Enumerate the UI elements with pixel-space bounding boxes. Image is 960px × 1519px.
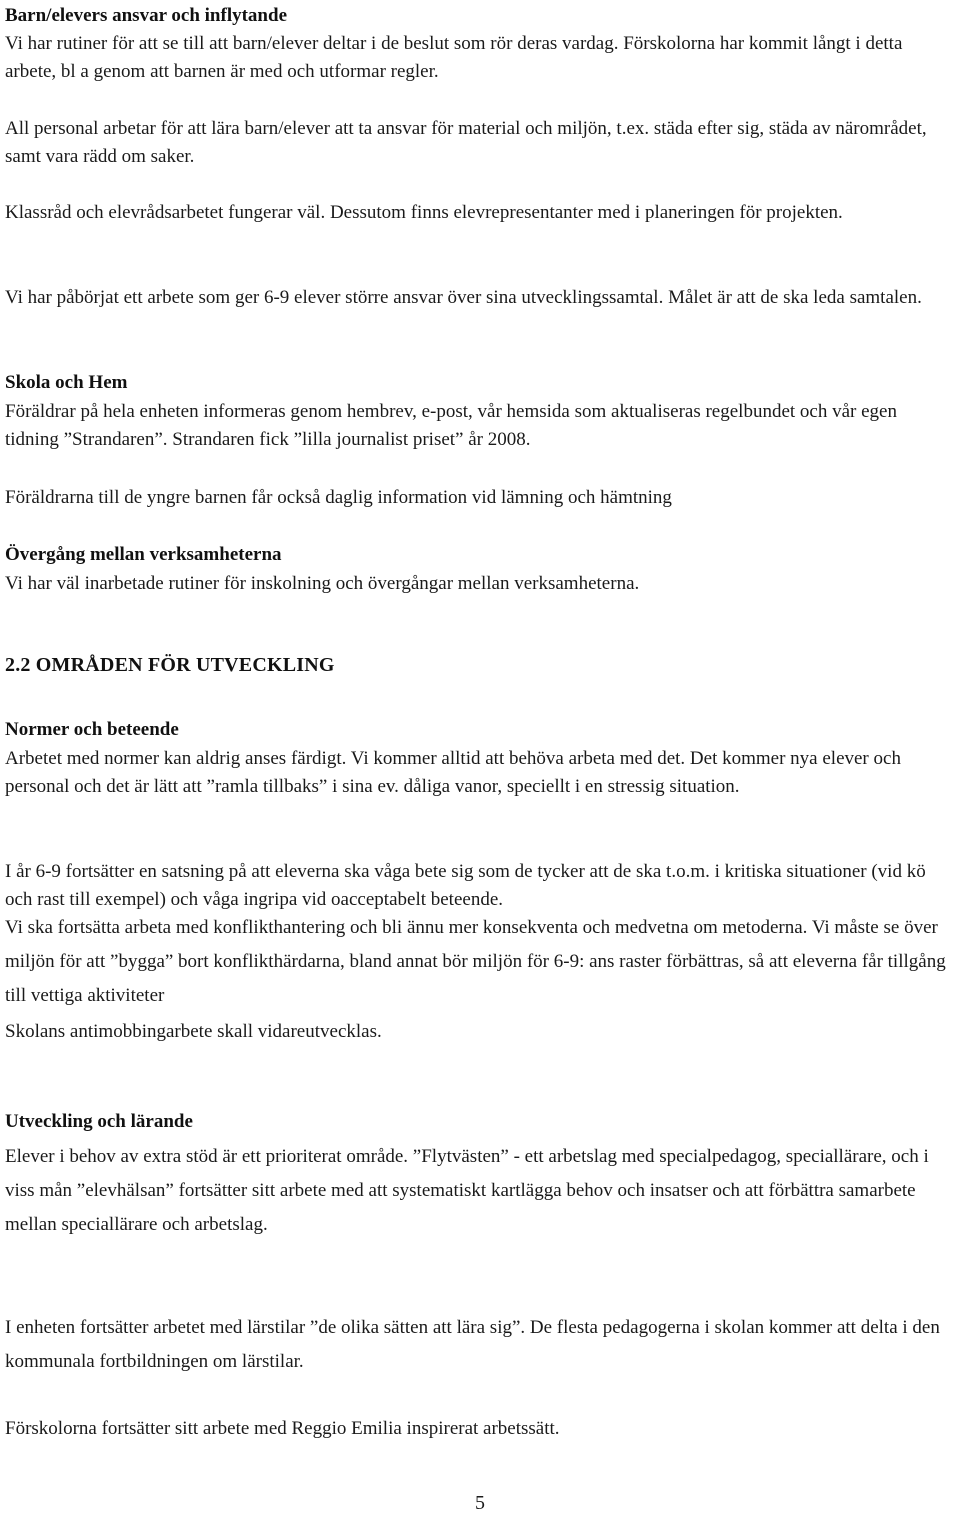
- paragraph-normer-4: Skolans antimobbingarbete skall vidareutvecklas.: [5, 1021, 382, 1042]
- heading-overgang: Övergång mellan verksamheterna: [5, 544, 282, 565]
- paragraph-normer-1: Arbetet med normer kan aldrig anses färdigt. Vi kommer alltid att behöva arbeta med det. Det kommer nya elever och personal och det är lätt att ”ramla tillbaks” i sina ev. dåliga vanor, speciellt i en stressig situation.: [5, 748, 901, 797]
- paragraph-larande-2: I enheten fortsätter arbetet med lärstilar ”de olika sätten att lära sig”. De flesta pedagogerna i skolan kommer att delta i den kommunala fortbildningen om lärstilar.: [5, 1317, 940, 1372]
- heading-utveckling-och-larande: Utveckling och lärande: [5, 1111, 193, 1132]
- paragraph-normer-3: Vi ska fortsätta arbeta med konflikthantering och bli ännu mer konsekventa och medvetna om metoderna. Vi måste se över miljön för att ”bygga” bort konflikthärdarna, bland annat bör miljön för 6-9: ans raster förbättras, så att eleverna får tillgång till vettiga aktiviteter: [5, 917, 946, 1006]
- paragraph-barn-2: All personal arbetar för att lära barn/elever att ta ansvar för material och miljön, t.ex. städa efter sig, städa av närområdet, samt vara rädd om saker.: [5, 118, 927, 167]
- paragraph-overgang-1: Vi har väl inarbetade rutiner för inskolning och övergångar mellan verksamheterna.: [5, 573, 640, 594]
- paragraph-larande-3: Förskolorna fortsätter sitt arbete med Reggio Emilia inspirerat arbetssätt.: [5, 1418, 560, 1439]
- paragraph-barn-4: Vi har påbörjat ett arbete som ger 6-9 elever större ansvar över sina utvecklingssamtal. Målet är att de ska leda samtalen.: [5, 287, 922, 308]
- heading-omraden-for-utveckling: 2.2 OMRÅDEN FÖR UTVECKLING: [5, 654, 335, 676]
- paragraph-hem-2: Föräldrarna till de yngre barnen får också daglig information vid lämning och hämtning: [5, 487, 672, 508]
- heading-normer-och-beteende: Normer och beteende: [5, 719, 179, 740]
- heading-barn-elevers-ansvar: Barn/elevers ansvar och inflytande: [5, 5, 288, 26]
- page-number: 5: [475, 1492, 485, 1514]
- paragraph-larande-1: Elever i behov av extra stöd är ett prioriterat område. ”Flytvästen” - ett arbetslag med specialpedagog, speciallärare, och i viss mån ”elevhälsan” fortsätter sitt arbete med att systematiskt kartlägga behov och insatser och att förbättra samarbete mellan speciallärare och arbetslag.: [5, 1146, 929, 1235]
- paragraph-normer-2: I år 6-9 fortsätter en satsning på att eleverna ska våga bete sig som de tycker att de ska t.o.m. i kritiska situationer (vid kö och rast till exempel) och våga ingripa vid oacceptabelt beteende.: [5, 861, 926, 910]
- paragraph-hem-1: Föräldrar på hela enheten informeras genom hembrev, e-post, vår hemsida som aktualiseras regelbundet och vår egen tidning ”Strandaren”. Strandaren fick ”lilla journalist priset” år 2008.: [5, 401, 897, 450]
- paragraph-barn-3: Klassråd och elevrådsarbetet fungerar väl. Dessutom finns elevrepresentanter med i planeringen för projekten.: [5, 202, 843, 223]
- heading-skola-och-hem: Skola och Hem: [5, 372, 128, 393]
- paragraph-barn-1: Vi har rutiner för att se till att barn/elever deltar i de beslut som rör deras vardag. Förskolorna har kommit långt i detta arbete, bl a genom att barnen är med och utformar regler.: [5, 33, 903, 82]
